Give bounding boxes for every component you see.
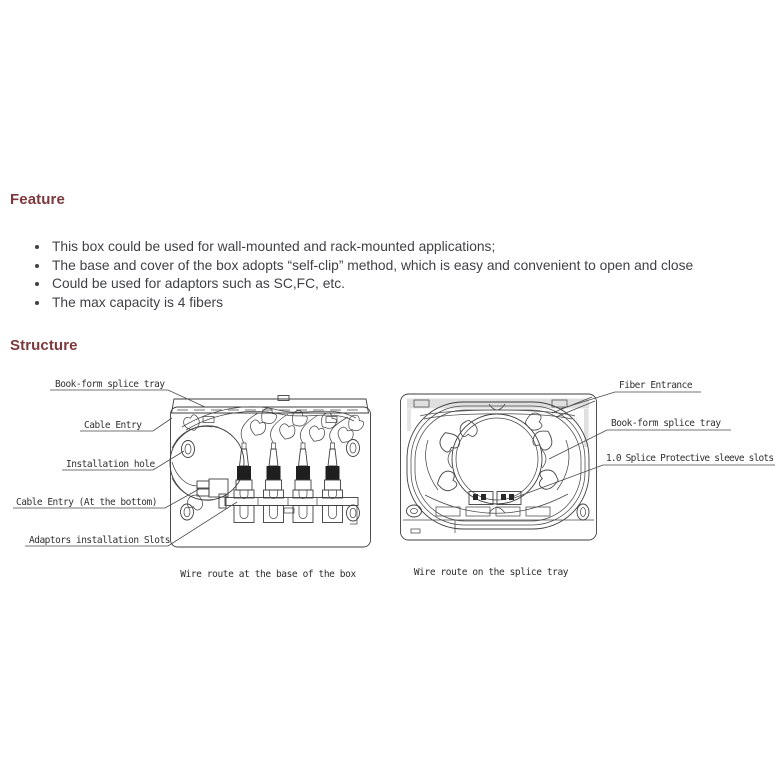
hook-icon (523, 410, 547, 434)
sc-adaptor (293, 443, 313, 523)
feature-bullet-item: • This box could be used for wall-mounted and rack-mounted applications; (50, 238, 770, 257)
feature-bullet-item: • Could be used for adaptors such as SC,FC, etc. (50, 275, 770, 294)
sc-adaptor (323, 443, 343, 523)
hook-icon (347, 414, 364, 432)
hook-icon (292, 410, 308, 427)
feature-bullet-item: • The base and cover of the box adopts “self-clip” method, which is easy and convenient to open and close (50, 257, 770, 276)
sc-adaptor (234, 443, 254, 523)
hook-icon (249, 417, 268, 437)
tray-diagram-callouts (514, 380, 775, 498)
splice-tray-wire-route-diagram (401, 380, 775, 578)
feature-section-heading: Feature (10, 191, 65, 208)
splice-sleeve-holders (469, 492, 521, 505)
label-fiber-entrance: Fiber Entrance (619, 380, 693, 391)
base-diagram-callouts (13, 379, 237, 546)
label-adaptors-installation-slots: Adaptors installation Slots (29, 535, 170, 546)
hook-icon (337, 425, 355, 444)
label-cable-entry-bottom: Cable Entry (At the bottom) (16, 497, 157, 508)
hook-icon (534, 466, 561, 492)
splice-tray-rings (407, 402, 589, 529)
hook-icon (321, 412, 338, 429)
label-book-form-splice-tray-right: Book-form splice tray (611, 418, 721, 429)
feature-bullet-item: • The max capacity is 4 fibers (50, 294, 770, 313)
tray-diagram-caption: Wire route on the splice tray (413, 567, 569, 578)
hook-icon (437, 430, 462, 455)
label-splice-protective-sleeve-slots: 1.0 Splice Protective sleeve slots (606, 453, 774, 464)
sc-adaptor (264, 443, 284, 523)
label-book-form-splice-tray: Book-form splice tray (55, 379, 165, 390)
label-installation-hole: Installation hole (66, 459, 155, 470)
splice-tray-strip (172, 396, 369, 423)
structure-section-heading: Structure (10, 337, 78, 354)
hook-icon (531, 430, 553, 452)
base-wire-route-diagram (13, 379, 371, 580)
sc-adaptors (234, 443, 343, 523)
label-cable-entry: Cable Entry (84, 420, 142, 431)
base-diagram-caption: Wire route at the base of the box (180, 569, 356, 580)
hook-icon (308, 423, 327, 443)
hook-icon (278, 420, 298, 440)
